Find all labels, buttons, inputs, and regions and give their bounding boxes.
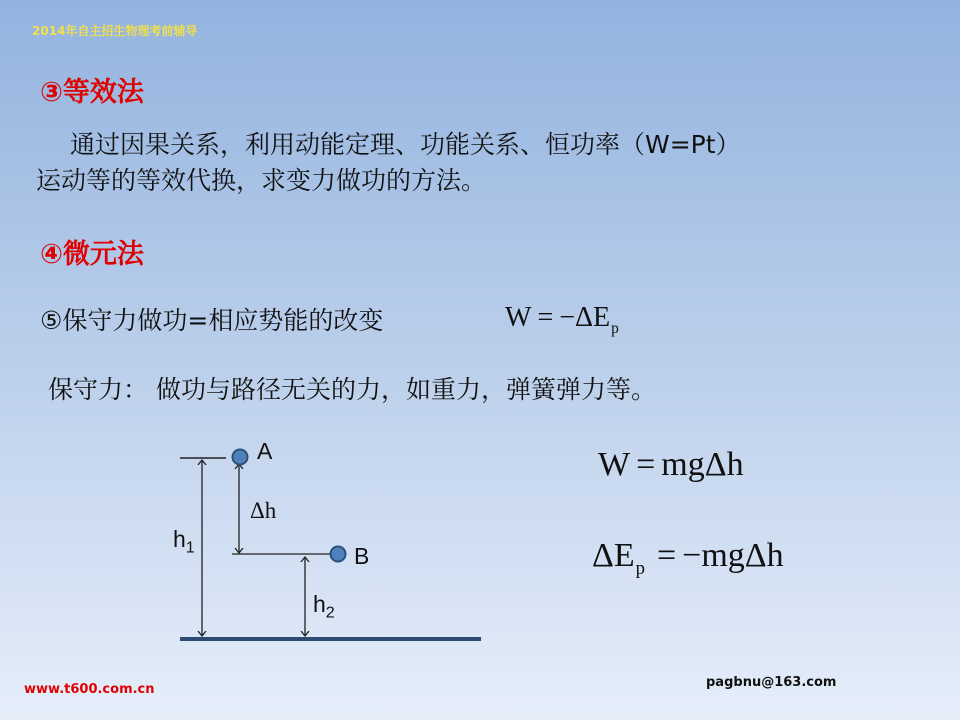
label-a: A <box>257 438 273 464</box>
footer-email: pagbnu@163.com <box>706 675 837 690</box>
formula2-lhs: W <box>598 446 631 483</box>
section-title-micro-element-method: ④微元法 <box>40 239 144 270</box>
formula1-rhs: −ΔE <box>559 302 611 333</box>
label-h1 <box>173 526 195 558</box>
label-h1-main: h <box>173 526 186 552</box>
formula3-rhs: −mgΔh <box>682 537 784 574</box>
formula-delta-ep <box>592 537 784 580</box>
formula1-sub: p <box>611 319 619 337</box>
formula1-lhs: W <box>505 302 532 333</box>
point-b <box>331 547 346 562</box>
formula2-eq: = <box>636 446 656 483</box>
point-a <box>233 450 248 465</box>
formula2-rhs: mgΔh <box>661 446 744 483</box>
footer-website: www.t600.com.cn <box>24 682 155 697</box>
header-title: 2014年自主招生物理考前辅导 <box>32 24 198 38</box>
conservative-force-statement: ⑤保守力做功=相应势能的改变 <box>40 306 384 335</box>
formula-work-mgdh <box>598 446 744 484</box>
label-h2-main: h <box>313 591 326 617</box>
label-delta-h: Δh <box>250 498 277 523</box>
section-title-equivalent-method: ③等效法 <box>40 77 144 108</box>
label-h2-sub: 2 <box>325 603 335 622</box>
label-h1-sub: 1 <box>185 538 195 557</box>
label-b: B <box>354 543 370 569</box>
paragraph-line-2: 运动等的等效代换，求变力做功的方法。 <box>36 166 487 195</box>
formula3-eq: = <box>656 537 677 574</box>
paragraph-line-1: 通过因果关系，利用动能定理、功能关系、恒功率（W=Pt） <box>70 130 741 159</box>
label-h2 <box>313 591 335 623</box>
formula3-sub: p <box>635 558 645 580</box>
formula3-lhs: ΔE <box>592 537 635 574</box>
conservative-force-definition: 保守力： 做功与路径无关的力，如重力，弹簧弹力等。 <box>48 375 656 404</box>
formula1-eq: = <box>537 302 554 333</box>
